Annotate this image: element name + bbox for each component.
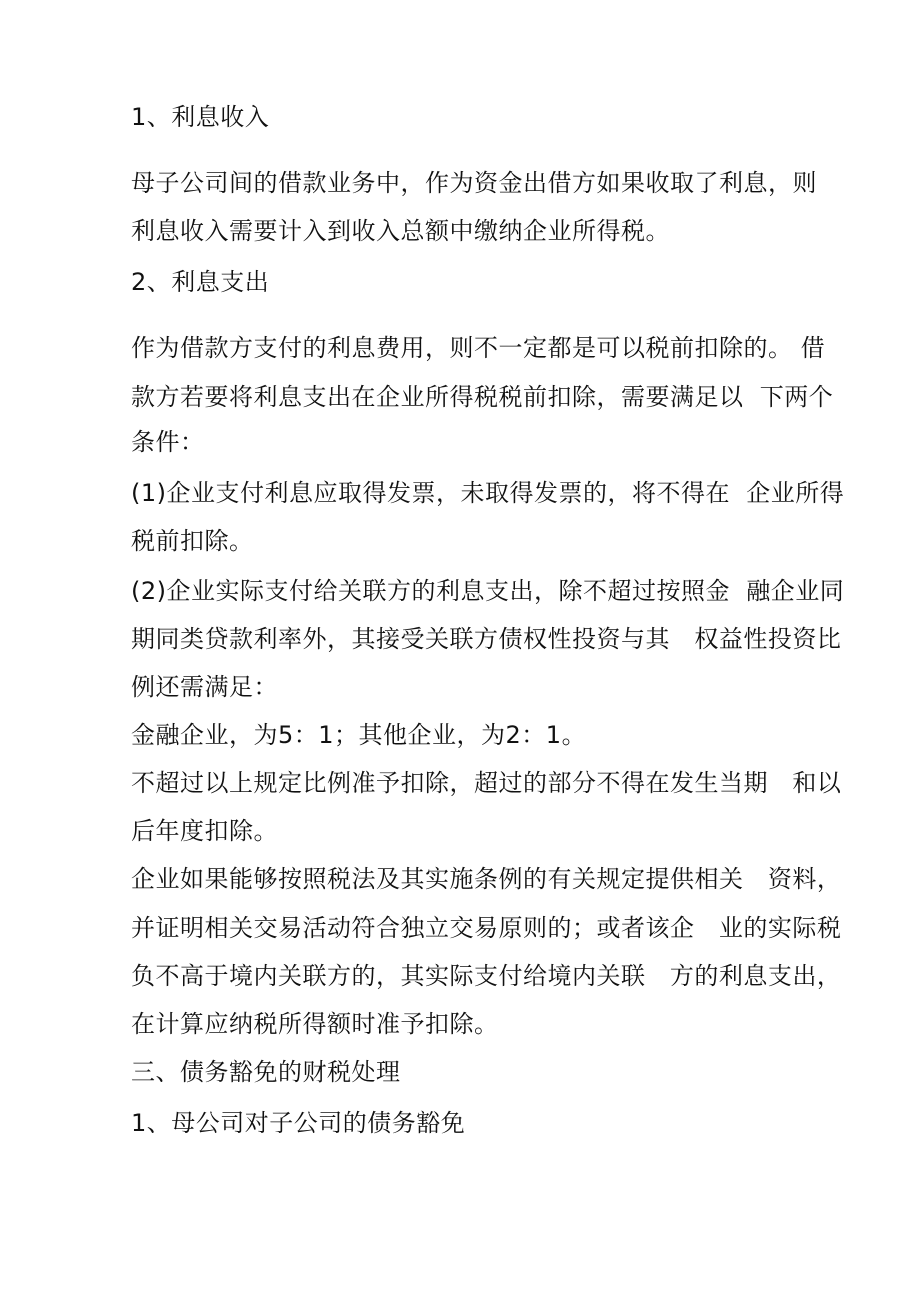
- paragraph-line: 利息收入需要计入到收入总额中缴纳企业所得税。: [131, 217, 670, 245]
- list-item-condition-2: (2)企业实际支付给关联方的利息支出，除不超过按照金 融企业同: [131, 577, 845, 605]
- paragraph-line: 母子公司间的借款业务中，作为资金出借方如果收取了利息，则: [131, 169, 817, 197]
- paragraph-line: 企业如果能够按照税法及其实施条例的有关规定提供相关 资料，: [131, 865, 842, 893]
- heading-parent-forgiveness: 1、母公司对子公司的债务豁免: [131, 1109, 466, 1137]
- heading-interest-income: 1、利息收入: [131, 103, 270, 131]
- paragraph-line: 税前扣除。: [131, 527, 254, 555]
- heading-interest-expense: 2、利息支出: [131, 268, 270, 296]
- paragraph-line: 并证明相关交易活动符合独立交易原则的；或者该企 业的实际税: [131, 914, 842, 942]
- paragraph-line: 后年度扣除。: [131, 817, 278, 845]
- paragraph-line: 负不高于境内关联方的，其实际支付给境内关联 方的利息支出，: [131, 962, 842, 990]
- ratio-line: 金融企业，为5：1；其他企业，为2：1。: [131, 721, 587, 749]
- paragraph-line: 期同类贷款利率外，其接受关联方债权性投资与其 权益性投资比: [131, 625, 842, 653]
- paragraph-line: 例还需满足：: [131, 673, 278, 701]
- paragraph-line: 作为借款方支付的利息费用，则不一定都是可以税前扣除的。 借: [131, 334, 826, 362]
- paragraph-line: 不超过以上规定比例准予扣除，超过的部分不得在发生当期 和以: [131, 769, 842, 797]
- paragraph-line: 款方若要将利息支出在企业所得税税前扣除，需要满足以 下两个: [131, 383, 834, 411]
- paragraph-line: 条件：: [131, 428, 205, 456]
- paragraph-line: 在计算应纳税所得额时准予扣除。: [131, 1010, 499, 1038]
- heading-debt-forgiveness: 三、债务豁免的财税处理: [131, 1058, 401, 1086]
- list-item-condition-1: (1)企业支付利息应取得发票，未取得发票的，将不得在 企业所得: [131, 479, 845, 507]
